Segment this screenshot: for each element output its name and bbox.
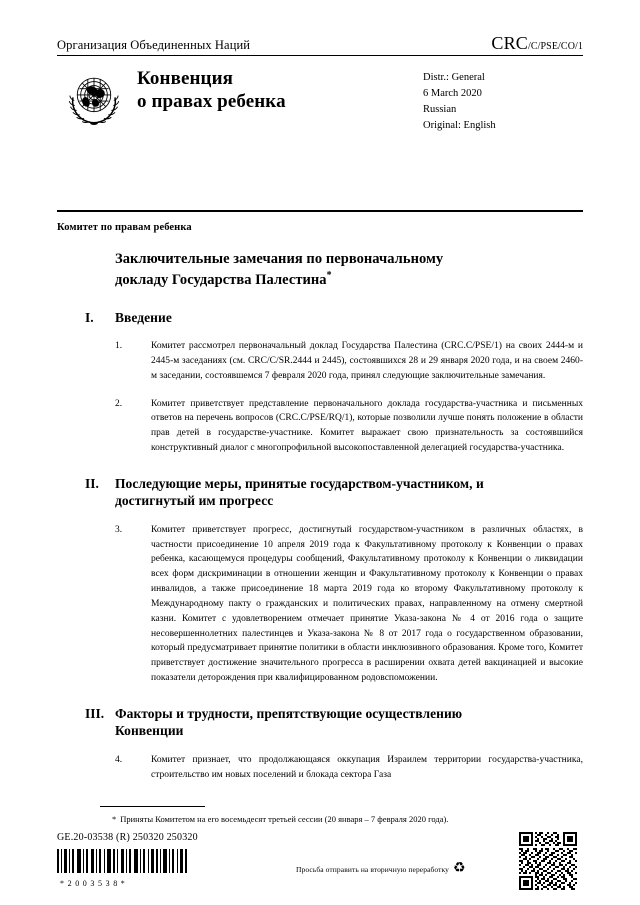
qr-code-icon [519,832,577,895]
barcode-digits: *2003538* [60,879,129,888]
organization-name: Организация Объединенных Наций [57,38,251,52]
paragraph-text: Комитет приветствует прогресс, достигнутый государством-участником в различных областях, в частности присоединение 10 апреля 2019 года к Факультативному протоколу к Конвенции о правах ребенка, касающемуся процедуры сообщений, Факультативному протоколу к Конвенции о ликвидации всех форм дискриминации в отношении женщин и Факультативному протоколу к Конвенции о правах инвалидов, а также присоединение 18 марта 2019 года ко второму Факультативному протоколу к Международному пакту о гражданских и политических правах, направленному на отмену смертной казни. Комитет с удовлетворением отмечает принятие Указа-закона № 4 от 2016 года о защите несовершеннолетних палестинцев и Указа-закона № 8 от 2017 года о государственном образовании, который предусматривает принятие политики в области инклюзивного образования. Кроме того, Комитет приветствует достижение значительного прогресса в расширении охвата детей вакцинацией и высокие показатели деторождения при квалифицированном родовспоможении. [151,524,583,683]
committee-name: Комитет по правам ребенка [57,222,192,233]
paragraph-text: Комитет рассмотрел первоначальный доклад Государства Палестина (CRC.C/PSE/1) на своих 2444-м и 2445-м заседаниях (см. CRC/C/SR.2444 и 2445), состоявшихся 28 и 29 января 2020 года, и на своем 2460-м заседании, состоявшемся 7 февраля 2020 года, принял следующие заключительные замечания. [151,341,583,381]
paragraph-number: 1. [115,341,123,352]
paragraph [115,339,583,383]
masthead-divider [57,55,583,56]
section-heading-3 [85,705,583,740]
convention-title [137,65,419,113]
footnote-marker: * [112,814,117,824]
section-number: II. [85,475,99,491]
paragraph [115,523,583,686]
footnote-separator [100,806,205,807]
masthead-top-row [57,34,583,55]
section-title: Введение [115,309,172,325]
barcode [57,849,207,888]
distribution-type: Distr.: General [423,72,485,83]
convention-title-line2: о правах ребенка [137,91,286,113]
paragraph-text: Комитет приветствует представление первоначального доклада государства-участника и письменных ответов на перечень вопросов (CRC.C/PSE/RQ/1), которые позволили лучше понять положение в области прав детей в государстве-участнике. Комитет выражает свою признательность за состоявшийся конструктивный диалог с многопрофильной высокопоставленной делегацией государства-участника. [151,398,583,453]
recycle-text: Просьба отправить на вторичную переработку [296,864,450,874]
section-heading-1 [85,309,583,327]
paragraph [115,753,583,783]
paragraph-number: 3. [115,524,123,535]
header-thick-divider [57,210,583,212]
un-emblem-icon [63,67,125,129]
recycle-notice [296,862,466,876]
section-number: I. [85,309,94,325]
footnote-text: Приняты Комитетом на его восемьдесят третьей сессии (20 января – 7 февраля 2020 года). [120,814,449,824]
section-title: Последующие меры, принятые государством-участником, и достигнутый им прогресс [115,475,484,509]
distribution-block [423,65,583,134]
page-title-line2-wrap [115,269,583,290]
section-heading-2 [85,475,583,510]
footnote [112,814,582,826]
job-number: GE.20-03538 (R) 250320 250320 [57,832,198,843]
masthead [57,34,583,134]
recycle-icon: ♻ [453,861,466,876]
document-symbol-main: CRC [491,33,528,53]
paragraph-number: 2. [115,398,123,409]
paragraph [115,397,583,456]
section-number: III. [85,705,105,721]
page-title [115,250,583,290]
paragraph-number: 4. [115,754,123,765]
document-language: Russian [423,103,457,115]
convention-title-line1: Конвенция [137,68,233,89]
page-title-line1: Заключительные замечания по первоначальному [115,251,444,267]
footnote-reference-marker: * [326,269,332,281]
masthead-body-row [57,65,583,134]
document-date: 6 March 2020 [423,87,482,99]
document-symbol-suffix: /C/PSE/CO/1 [527,41,583,52]
original-language: Original: English [423,119,496,131]
section-title: Факторы и трудности, препятствующие осуществлению Конвенции [115,705,463,739]
document-symbol [491,34,583,53]
paragraph-text: Комитет признает, что продолжающаяся оккупация Израилем территории государства-участника, строительство им новых поселений и блокада сектора Газа [151,754,583,780]
document-content [57,250,583,783]
page-title-line2: докладу Государства Палестина [115,271,327,288]
